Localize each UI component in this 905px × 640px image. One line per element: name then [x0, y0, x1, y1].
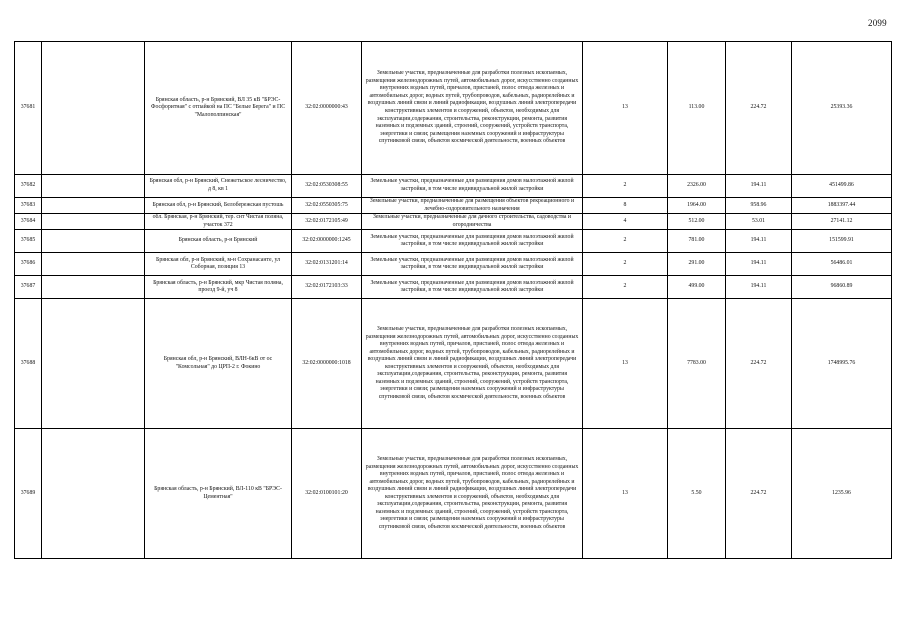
cell-address: Брянская область, р-н Брянский, ВЛ 35 кВ "БРЭС-Фосфоритная" с отпайкой на ПС "Белые Берега" и ПС "Малополпинская" [145, 42, 292, 175]
cell-area: 781.00 [668, 230, 726, 253]
table-row [15, 214, 892, 230]
cell-number: 37684 [15, 214, 42, 230]
cadastral-value-table [14, 41, 892, 559]
cell-address: Брянская область, р-н Брянский, мкр Чистая поляна, проезд 9-й, уч 8 [145, 276, 292, 299]
cell-empty [42, 175, 145, 198]
cell-cadastral-number: 32:02:0100101:20 [292, 429, 362, 559]
cell-specific-value: 194.11 [726, 276, 792, 299]
cell-land-use-description: Земельные участки, предназначенные для дачного строительства, садоводства и огородничества [362, 214, 583, 230]
cell-group: 2 [583, 175, 668, 198]
cell-empty [42, 253, 145, 276]
cell-cadastral-value: 96860.89 [792, 276, 892, 299]
cell-number: 37688 [15, 299, 42, 429]
cell-land-use-description: Земельные участки, предназначенные для разработки полезных ископаемых, размещения железнодорожных путей, автомобильных дорог, искусственно созданных внутренних водных путей, причалов, пристаней, полос отвода железных и автомобильных дорог, водных путей, трубопроводов, кабельных, радиорелейных и воздушных линий связи и линий радиофикации, воздушных линий электропередачи конструктивных элементов и сооружений, объектов, необходимых для эксплуатации,содержания, строительства, реконструкции, ремонта, развития наземных и подземных зданий, строений, сооружений, устройств транспорта, энергетики и связи; размещения наземных сооружений и инфраструктуры спутниковой связи, объектов космической деятельности, военных объектов [362, 42, 583, 175]
page-number: 2099 [868, 18, 887, 28]
table-row [15, 42, 892, 175]
cell-specific-value: 224.72 [726, 429, 792, 559]
cell-empty [42, 299, 145, 429]
cell-empty [42, 429, 145, 559]
cell-cadastral-number: 32:02:0131201:14 [292, 253, 362, 276]
cell-land-use-description: Земельные участки, предназначенные для размещения домов малоэтажной жилой застройки, в том числе индивидуальной жилой застройки [362, 253, 583, 276]
cell-specific-value: 958.96 [726, 198, 792, 214]
cell-cadastral-value: 25393.36 [792, 42, 892, 175]
table-row [15, 299, 892, 429]
cell-area: 5.50 [668, 429, 726, 559]
cell-group: 4 [583, 214, 668, 230]
cell-empty [42, 198, 145, 214]
cell-specific-value: 194.11 [726, 175, 792, 198]
cell-land-use-description: Земельные участки, предназначенные для разработки полезных ископаемых, размещения железнодорожных путей, автомобильных дорог, искусственно созданных внутренних водных путей, причалов, пристаней, полос отвода железных и автомобильных дорог, водных путей, трубопроводов, кабельных, радиорелейных и воздушных линий связи и линий радиофикации, воздушных линий электропередачи конструктивных элементов и сооружений, объектов, необходимых для эксплуатации,содержания, строительства, реконструкции, ремонта, развития наземных и подземных зданий, строений, сооружений, устройств транспорта, энергетики и связи; размещения наземных сооружений и инфраструктуры спутниковой связи, объектов космической деятельности, военных объектов [362, 299, 583, 429]
cell-area: 1964.00 [668, 198, 726, 214]
cell-empty [42, 42, 145, 175]
table-row [15, 429, 892, 559]
cell-group: 13 [583, 299, 668, 429]
cell-land-use-description: Земельные участки, предназначенные для разработки полезных ископаемых, размещения железнодорожных путей, автомобильных дорог, искусственно созданных внутренних водных путей, причалов, пристаней, полос отвода железных и автомобильных дорог, водных путей, трубопроводов, кабельных, радиорелейных и воздушных линий связи и линий радиофикации, воздушных линий электропередачи конструктивных элементов и сооружений, объектов, необходимых для эксплуатации,содержания, строительства, реконструкции, ремонта, развития наземных и подземных зданий, строений, сооружений, устройств транспорта, энергетики и связи; размещения наземных сооружений и инфраструктуры спутниковой связи, объектов космической деятельности, военных объектов [362, 429, 583, 559]
cell-address: Брянская обл, р-н Брянский, Снежетьское лесничество, д 8, кв 1 [145, 175, 292, 198]
cell-area: 2326.00 [668, 175, 726, 198]
cell-group: 13 [583, 429, 668, 559]
cell-number: 37682 [15, 175, 42, 198]
cell-cadastral-number: 32:02:0172105:49 [292, 214, 362, 230]
table-row [15, 230, 892, 253]
cell-group: 2 [583, 230, 668, 253]
cell-area: 291.00 [668, 253, 726, 276]
table-row [15, 198, 892, 214]
cell-address: Брянская обл, р-н Брянский, м-н Сохранасанте, ул Соборная, позиция 13 [145, 253, 292, 276]
table-row [15, 276, 892, 299]
cell-cadastral-value: 1748995.76 [792, 299, 892, 429]
cell-specific-value: 194.11 [726, 253, 792, 276]
table-row [15, 175, 892, 198]
table-row [15, 253, 892, 276]
cell-land-use-description: Земельные участки, предназначенные для размещения домов малоэтажной жилой застройки, в том числе индивидуальной жилой застройки [362, 276, 583, 299]
cell-cadastral-value: 151599.91 [792, 230, 892, 253]
cell-cadastral-value: 451499.86 [792, 175, 892, 198]
cell-area: 113.00 [668, 42, 726, 175]
cell-number: 37687 [15, 276, 42, 299]
cell-area: 499.00 [668, 276, 726, 299]
cell-cadastral-value: 56486.01 [792, 253, 892, 276]
cell-address: Брянская обл, р-н Брянский, ВЛН-6кВ от ос "Комсольная" до ЦРП-2 г. Фокино [145, 299, 292, 429]
cell-number: 37681 [15, 42, 42, 175]
cell-cadastral-number: 32:02:0172103:33 [292, 276, 362, 299]
cell-specific-value: 194.11 [726, 230, 792, 253]
cell-number: 37683 [15, 198, 42, 214]
cell-land-use-description: Земельные участки, предназначенные для размещения объектов рекреационного и лечебно-оздоровительного назначения [362, 198, 583, 214]
cell-cadastral-number: 32:02:0000000:1018 [292, 299, 362, 429]
cell-specific-value: 53.01 [726, 214, 792, 230]
cell-area: 512.00 [668, 214, 726, 230]
cell-address: Брянская обл, р-н Брянский, Белобережская пустошь [145, 198, 292, 214]
cell-specific-value: 224.72 [726, 299, 792, 429]
cell-number: 37686 [15, 253, 42, 276]
cell-empty [42, 230, 145, 253]
cell-cadastral-number: 32:02:0550305:75 [292, 198, 362, 214]
cell-address: Брянская область, р-н Брянский, ВЛ-110 кВ "БРЭС-Цементная" [145, 429, 292, 559]
cell-specific-value: 224.72 [726, 42, 792, 175]
cell-group: 13 [583, 42, 668, 175]
cell-group: 8 [583, 198, 668, 214]
cell-cadastral-value: 1883397.44 [792, 198, 892, 214]
cell-number: 37689 [15, 429, 42, 559]
cell-cadastral-value: 1235.96 [792, 429, 892, 559]
cell-empty [42, 276, 145, 299]
cell-cadastral-number: 32:02:0000000:43 [292, 42, 362, 175]
table-body [15, 42, 892, 559]
cell-land-use-description: Земельные участки, предназначенные для размещения домов малоэтажной жилой застройки, в том числе индивидуальной жилой застройки [362, 175, 583, 198]
cell-cadastral-value: 27141.12 [792, 214, 892, 230]
cell-empty [42, 214, 145, 230]
cell-address: Брянская область, р-н Брянский [145, 230, 292, 253]
cell-land-use-description: Земельные участки, предназначенные для размещения домов малоэтажной жилой застройки, в том числе индивидуальной жилой застройки [362, 230, 583, 253]
cell-group: 2 [583, 276, 668, 299]
cell-address: обл. Брянская, р-н Брянский, тер. снт Чистая поляна, участок 372 [145, 214, 292, 230]
cell-cadastral-number: 32:02:0530308:55 [292, 175, 362, 198]
cell-number: 37685 [15, 230, 42, 253]
cell-group: 2 [583, 253, 668, 276]
cell-area: 7783.00 [668, 299, 726, 429]
cell-cadastral-number: 32:02:0000000:1245 [292, 230, 362, 253]
